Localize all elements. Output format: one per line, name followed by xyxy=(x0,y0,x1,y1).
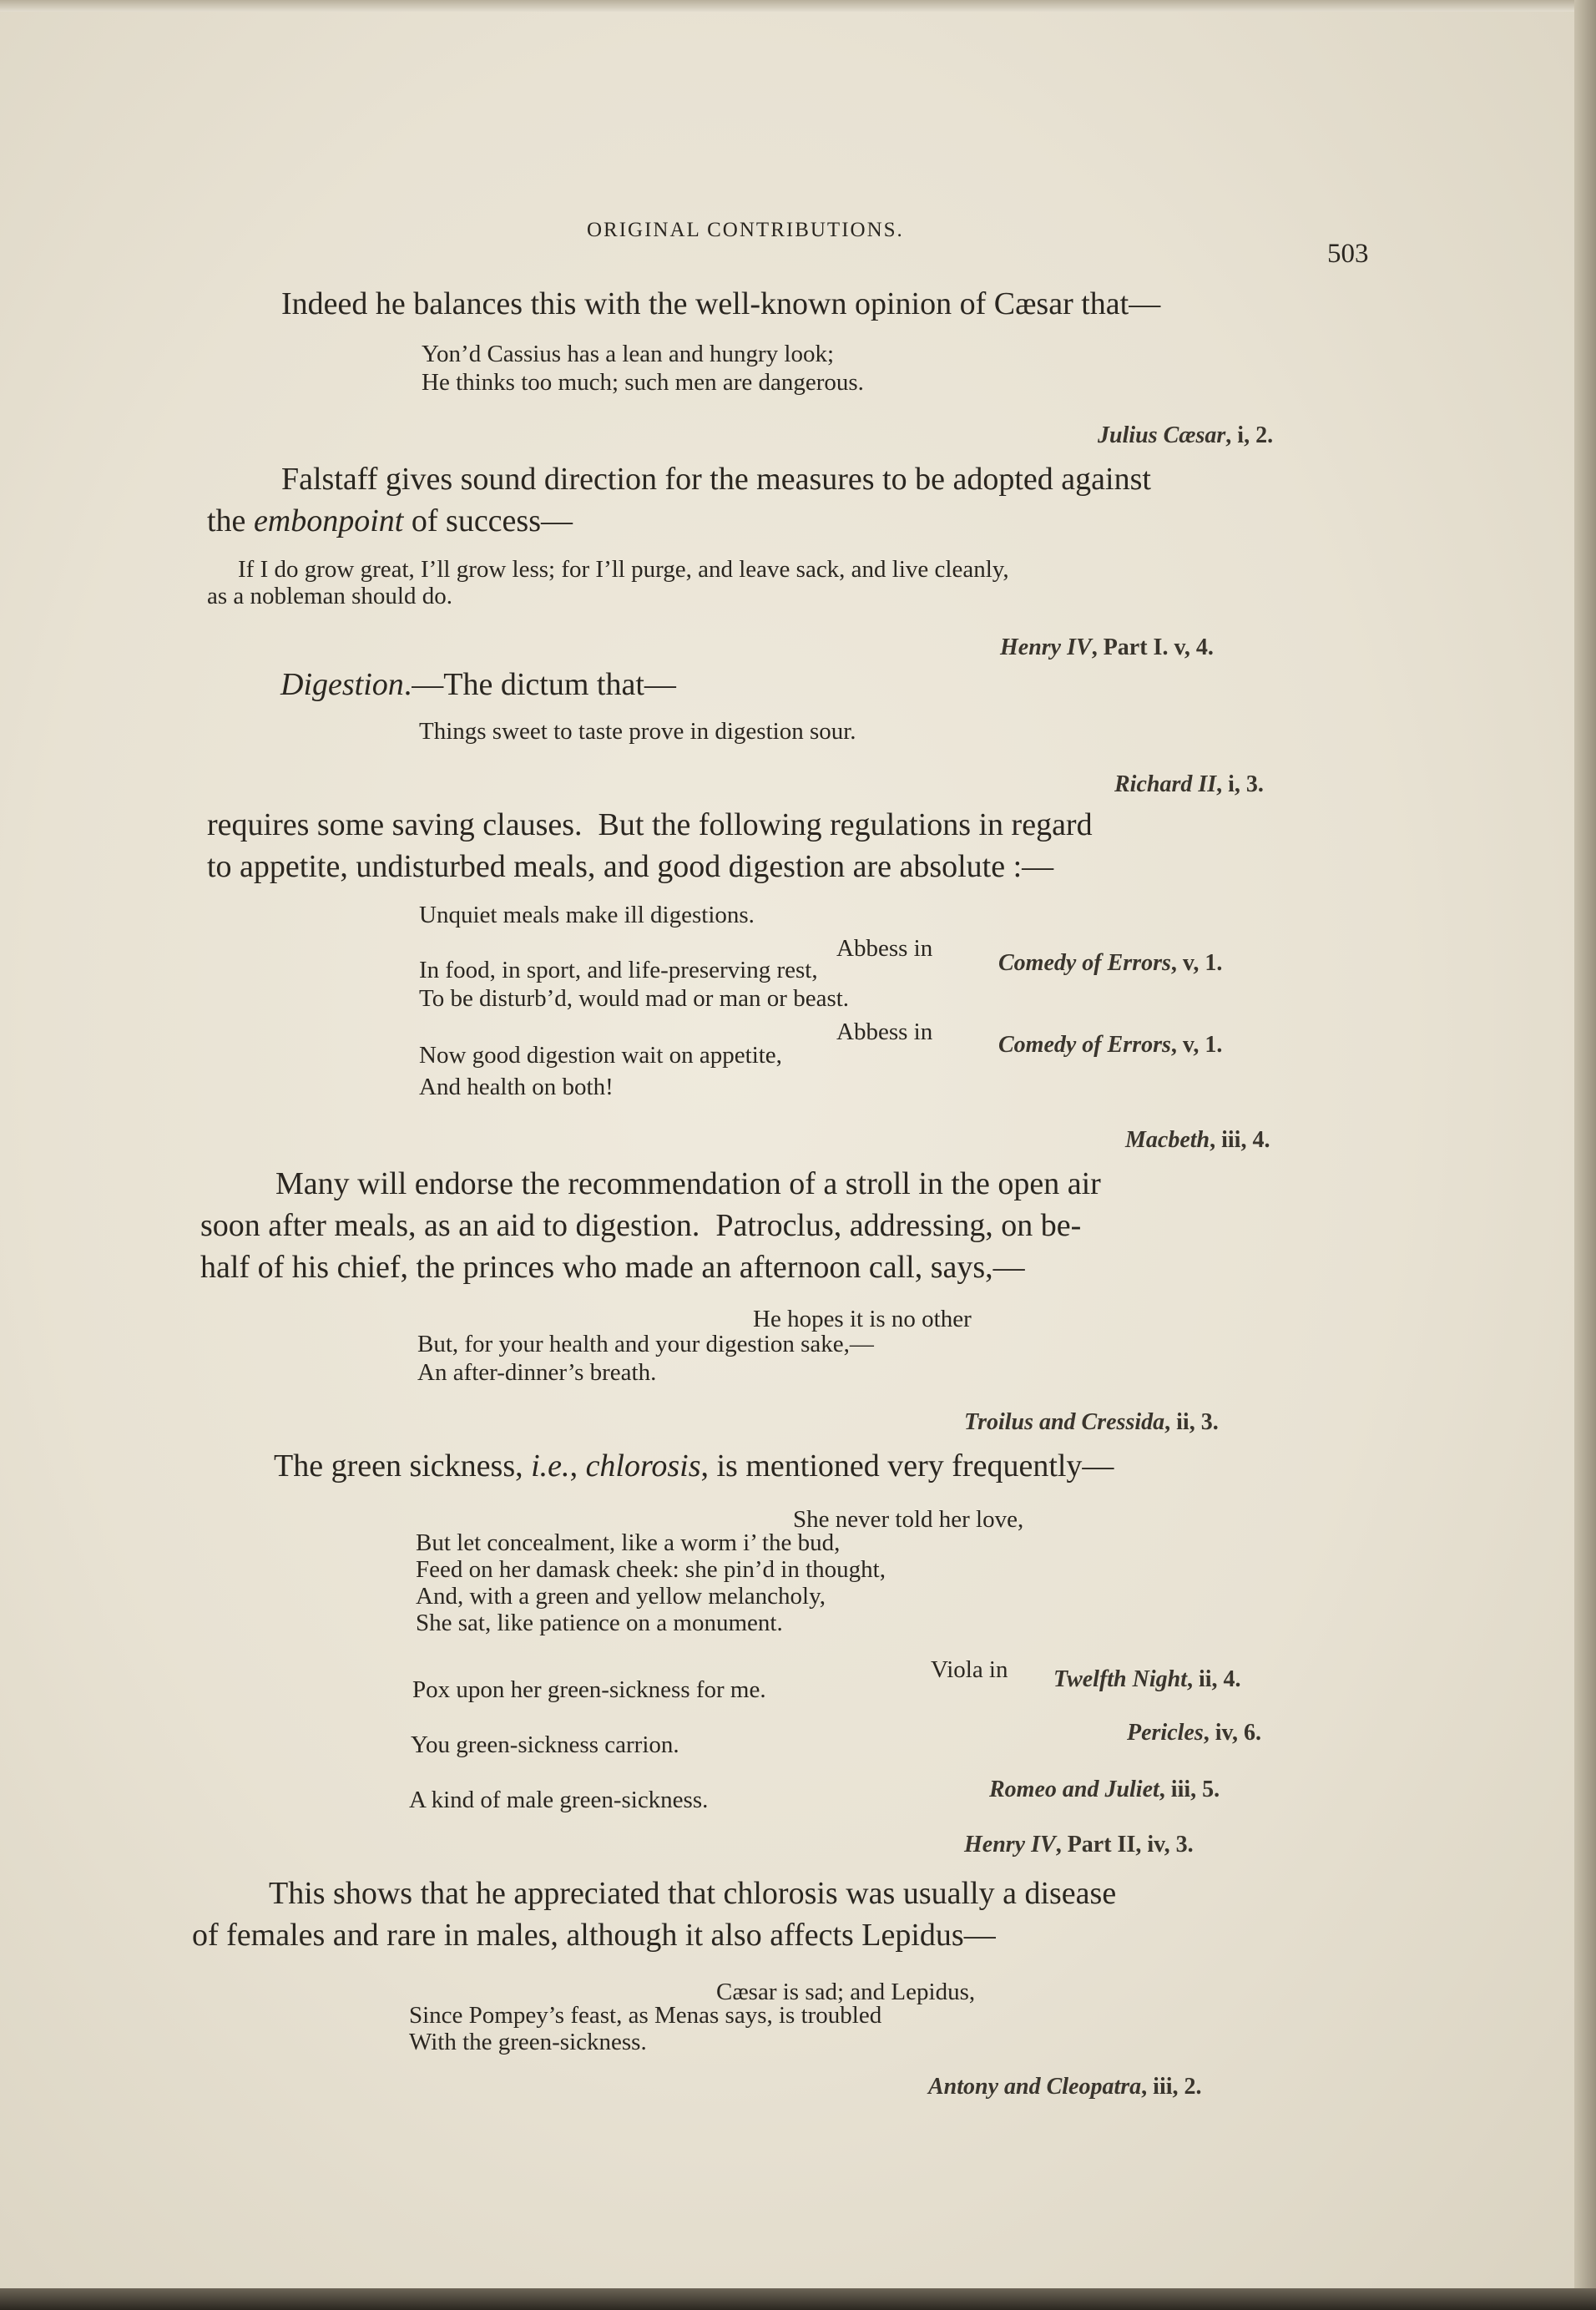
paragraph-7-line-1: This shows that he appreciated that chlorosis was usually a disease xyxy=(269,1876,1117,1911)
quote-2-line-1: If I do grow great, I’ll grow less; for I’ll purge, and leave sack, and live cleanly, xyxy=(238,556,1009,583)
citation-6-prefix: Viola in xyxy=(931,1656,1014,1683)
quote-7: Pox upon her green-sickness for me. xyxy=(412,1676,766,1703)
paragraph-7-line-2: of females and rare in males, although it also affects Lepidus— xyxy=(192,1918,996,1953)
page-number: 503 xyxy=(1327,239,1369,269)
quote-2-line-2: as a nobleman should do. xyxy=(207,583,452,609)
citation-10: Antony and Cleopatra, iii, 2. xyxy=(928,2074,1202,2100)
citation-7: Pericles, iv, 6. xyxy=(1127,1720,1261,1746)
running-header: ORIGINAL CONTRIBUTIONS. xyxy=(587,219,904,241)
quote-4-line-1: Unquiet meals make ill digestions. xyxy=(419,902,755,928)
page-bottom-edge xyxy=(0,2288,1596,2310)
paragraph-1: Indeed he balances this with the well-known opinion of Cæsar that— xyxy=(281,286,1161,321)
citation-4: Macbeth, iii, 4. xyxy=(1125,1127,1270,1153)
quote-4-line-5: And health on both! xyxy=(419,1074,614,1100)
paragraph-2-line-1: Falstaff gives sound direction for the measures to be adopted against xyxy=(281,462,1151,497)
citation-6: Twelfth Night, ii, 4. xyxy=(1053,1666,1241,1692)
quote-3: Things sweet to taste prove in digestion sour. xyxy=(419,718,856,745)
quote-4-citation-1-prefix: Abbess in xyxy=(836,935,939,962)
quote-5-line-2: But, for your health and your digestion sake,— xyxy=(417,1331,874,1357)
citation-9: Henry IV, Part II, iv, 3. xyxy=(964,1832,1194,1858)
quote-10-line-2: Since Pompey’s feast, as Menas says, is troubled xyxy=(409,2002,882,2029)
quote-4-citation-2: Comedy of Errors, v, 1. xyxy=(998,1032,1223,1058)
quote-8: You green-sickness carrion. xyxy=(411,1731,679,1758)
paragraph-6: The green sickness, i.e., chlorosis, is mentioned very frequently— xyxy=(274,1448,1114,1484)
quote-4-line-3: To be disturb’d, would mad or man or beast. xyxy=(419,985,850,1012)
citation-1: Julius Cæsar, i, 2. xyxy=(1098,422,1274,448)
citation-8: Romeo and Juliet, iii, 5. xyxy=(989,1777,1220,1802)
quote-10-line-1: Cæsar is sad; and Lepidus, xyxy=(716,1979,976,2005)
paragraph-4-line-1: requires some saving clauses. But the following regulations in regard xyxy=(207,807,1093,842)
quote-4-line-4: Now good digestion wait on appetite, xyxy=(419,1042,782,1069)
paragraph-5-line-1: Many will endorse the recommendation of a stroll in the open air xyxy=(275,1166,1101,1201)
quote-1-line-2: He thinks too much; such men are dangerous. xyxy=(422,369,864,396)
paragraph-5-line-2: soon after meals, as an aid to digestion. Patroclus, addressing, on be- xyxy=(200,1208,1082,1243)
citation-5: Troilus and Cressida, ii, 3. xyxy=(964,1409,1219,1435)
quote-1-line-1: Yon’d Cassius has a lean and hungry look; xyxy=(422,341,835,367)
paragraph-3: Digestion.—The dictum that— xyxy=(280,667,676,702)
page-top-edge xyxy=(0,0,1596,12)
paragraph-5-line-3: half of his chief, the princes who made an afternoon call, says,— xyxy=(200,1250,1025,1285)
quote-6-line-4: And, with a green and yellow melancholy, xyxy=(416,1583,826,1610)
quote-6-line-1: She never told her love, xyxy=(793,1506,1024,1533)
quote-5-line-1: He hopes it is no other xyxy=(753,1306,972,1332)
quote-6-line-2: But let concealment, like a worm i’ the bud, xyxy=(416,1529,841,1556)
paragraph-2-line-2: the embonpoint of success— xyxy=(207,503,573,538)
quote-6-line-3: Feed on her damask cheek: she pin’d in thought, xyxy=(416,1556,886,1583)
paragraph-4-line-2: to appetite, undisturbed meals, and good digestion are absolute :— xyxy=(207,849,1054,884)
quote-6-line-5: She sat, like patience on a monument. xyxy=(416,1610,783,1636)
quote-9: A kind of male green-sickness. xyxy=(409,1787,709,1813)
quote-10-line-3: With the green-sickness. xyxy=(409,2029,647,2055)
quote-5-line-3: An after-dinner’s breath. xyxy=(417,1359,657,1386)
page-right-edge xyxy=(1574,0,1596,2310)
citation-2: Henry IV, Part I. v, 4. xyxy=(1000,634,1214,660)
quote-4-citation-2-prefix: Abbess in xyxy=(836,1019,939,1045)
quote-4-citation-1: Comedy of Errors, v, 1. xyxy=(998,950,1223,976)
quote-4-line-2: In food, in sport, and life-preserving rest, xyxy=(419,957,818,983)
citation-3: Richard II, i, 3. xyxy=(1114,771,1264,797)
